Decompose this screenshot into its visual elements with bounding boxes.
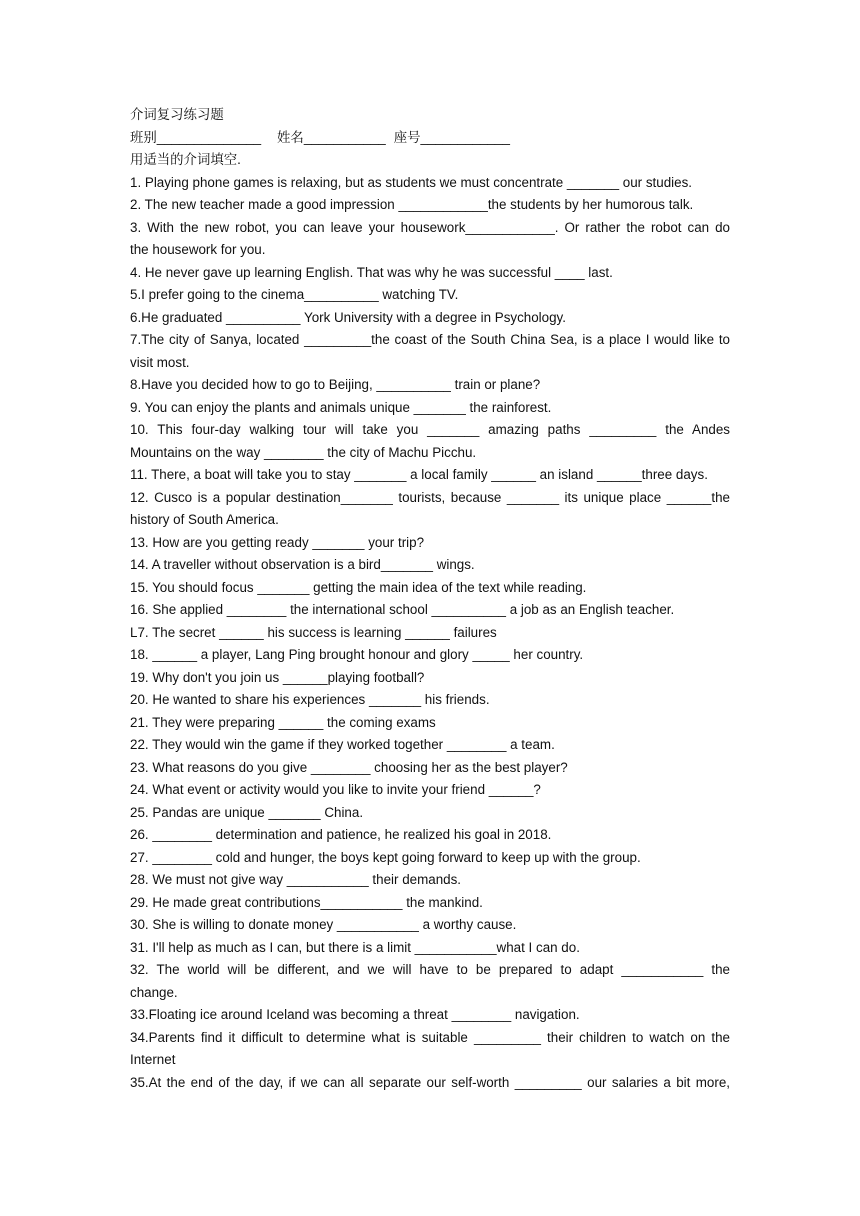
exercise-line: 18. ______ a player, Lang Ping brought honour and glory _____ her country. [130,647,584,662]
exercise-line: change. [130,984,178,1000]
worksheet-page [130,104,730,1094]
exercise-line: 23. What reasons do you give ________ choosing her as the best player? [130,759,568,775]
exercise-line: 29. He made great contributions___________ the mankind. [130,894,483,910]
exercise-line: 35.At the end of the day, if we can all separate our self-worth _________ our salaries a bit more, [130,1074,730,1090]
exercise-line: 26. ________ determination and patience, he realized his goal in 2018. [130,827,552,842]
exercise-line: 9. You can enjoy the plants and animals unique _______ the rainforest. [130,399,552,415]
name-blank: ___________ [303,129,386,145]
exercise-line: 28. We must not give way ___________ their demands. [130,872,462,887]
class-label: 班别 [130,129,157,145]
exercise-list [130,172,730,1095]
exercise-line: 34.Parents find it difficult to determine what is suitable _________ their children to watch on the [130,1029,730,1045]
exercise-line: history of South America. [130,512,279,527]
exercise-line: 21. They were preparing ______ the coming exams [130,714,436,730]
exercise-line: 27. ________ cold and hunger, the boys kept going forward to keep up with the group. [130,849,641,865]
seat-blank: ____________ [420,129,510,145]
exercise-line: 2. The new teacher made a good impression ____________the students by her humorous talk. [130,197,694,212]
exercise-line: 16. She applied ________ the international school __________ a job as an English teacher. [130,602,675,617]
exercise-line: visit most. [130,354,190,370]
exercise-line: 6.He graduated __________ York University with a degree in Psychology. [130,309,566,325]
exercise-line: 14. A traveller without observation is a bird_______ wings. [130,557,475,572]
exercise-line: 33.Floating ice around Iceland was becoming a threat ________ navigation. [130,1007,580,1022]
exercise-line: 15. You should focus _______ getting the main idea of the text while reading. [130,579,587,595]
student-info-row [130,127,730,150]
exercise-line: 13. How are you getting ready _______ your trip? [130,534,425,550]
class-blank: ______________ [156,129,262,145]
exercise-line: 5.I prefer going to the cinema__________ watching TV. [130,287,459,302]
exercise-line: 19. Why don't you join us ______playing football? [130,669,425,685]
exercise-line: 4. He never gave up learning English. That was why he was successful ____ last. [130,264,613,280]
exercise-line: Internet [130,1052,176,1067]
exercise-line: 11. There, a boat will take you to stay _______ a local family ______ an island ______three days. [130,467,708,482]
exercise-line: 24. What event or activity would you like to invite your friend ______? [130,782,541,797]
exercise-line: 22. They would win the game if they worked together ________ a team. [130,737,555,752]
exercise-line: the housework for you. [130,242,266,257]
name-label: 姓名 [277,129,304,145]
exercise-line: 10. This four-day walking tour will take you _______ amazing paths _________ the Andes [130,422,730,437]
exercise-line: 7.The city of Sanya, located _________the coast of the South China Sea, is a place I would like to [130,332,730,347]
exercise-line: Mountains on the way ________ the city of Machu Picchu. [130,444,477,460]
instruction: 用适当的介词填空. [130,152,241,167]
exercise-line: 3. With the new robot, you can leave your housework____________. Or rather the robot can do [130,219,730,235]
exercise-line: 1. Playing phone games is relaxing, but as students we must concentrate _______ our studies. [130,174,693,190]
exercise-line: L7. The secret ______ his success is learning ______ failures [130,624,497,640]
exercise-line: 25. Pandas are unique _______ China. [130,804,364,820]
exercise-line: 31. I'll help as much as I can, but there is a limit ___________what I can do. [130,939,580,955]
exercise-line: 30. She is willing to donate money ___________ a worthy cause. [130,917,517,932]
exercise-line: 12. Cusco is a popular destination_______ tourists, because _______ its unique place ______the [130,489,730,505]
exercise-line: 8.Have you decided how to go to Beijing, __________ train or plane? [130,377,541,392]
exercise-line: 32. The world will be different, and we will have to be prepared to adapt ___________ the [130,962,730,977]
exercise-line: 20. He wanted to share his experiences _______ his friends. [130,692,490,707]
worksheet-title: 介词复习练习题 [130,107,224,122]
seat-label: 座号 [393,129,421,145]
